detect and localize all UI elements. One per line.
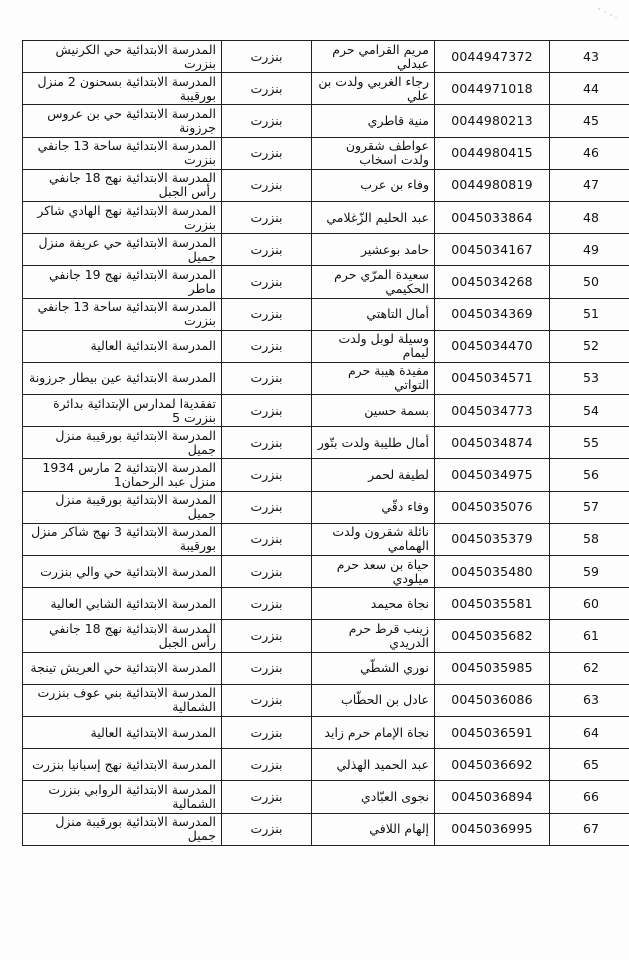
table-row — [23, 716, 629, 748]
name-cell: بسمة حسين — [312, 395, 435, 427]
id-number-cell: 0045036591 — [435, 716, 550, 748]
city-cell: بنزرت — [222, 523, 312, 555]
id-number-cell: 0045035379 — [435, 523, 550, 555]
id-number-cell: 0045034773 — [435, 395, 550, 427]
table-row — [23, 41, 629, 73]
row-number-cell: 55 — [550, 427, 629, 459]
id-number-cell: 0045036086 — [435, 684, 550, 716]
row-number-cell: 65 — [550, 749, 629, 781]
id-number-cell: 0045034470 — [435, 330, 550, 362]
row-number-cell: 45 — [550, 105, 629, 137]
table-row — [23, 491, 629, 523]
table-row — [23, 459, 629, 491]
row-number-cell: 60 — [550, 588, 629, 620]
city-cell: بنزرت — [222, 684, 312, 716]
table-row — [23, 427, 629, 459]
table-row — [23, 234, 629, 266]
table-row — [23, 362, 629, 394]
table-row — [23, 201, 629, 233]
id-number-cell: 0045036692 — [435, 749, 550, 781]
school-cell: المدرسة الابتدائية حي عريفة منزل جميل — [23, 234, 222, 266]
city-cell: بنزرت — [222, 652, 312, 684]
name-cell: لطيفة لحمر — [312, 459, 435, 491]
table-row — [23, 556, 629, 588]
id-number-cell: 0045035985 — [435, 652, 550, 684]
id-number-cell: 0045036995 — [435, 813, 550, 845]
school-cell: المدرسة الابتدائية ساحة 13 جانفي بنزرت — [23, 137, 222, 169]
city-cell: بنزرت — [222, 491, 312, 523]
school-cell: المدرسة الابتدائية نهج 18 جانفي رأس الجبل — [23, 169, 222, 201]
id-number-cell: 0045034369 — [435, 298, 550, 330]
name-cell: حامد بوعشير — [312, 234, 435, 266]
school-cell: المدرسة الابتدائية 2 مارس 1934 منزل عبد الرحمان1 — [23, 459, 222, 491]
city-cell: بنزرت — [222, 813, 312, 845]
school-cell: المدرسة الابتدائية حي والي بنزرت — [23, 556, 222, 588]
id-number-cell: 0044947372 — [435, 41, 550, 73]
name-cell: وفاء دقّي — [312, 491, 435, 523]
id-number-cell: 0045034975 — [435, 459, 550, 491]
table-row — [23, 523, 629, 555]
school-cell: المدرسة الابتدائية بورقيبة منزل جميل — [23, 491, 222, 523]
city-cell: بنزرت — [222, 105, 312, 137]
row-number-cell: 64 — [550, 716, 629, 748]
city-cell: بنزرت — [222, 137, 312, 169]
id-number-cell: 0044980213 — [435, 105, 550, 137]
school-cell: المدرسة الابتدائية نهج 19 جانفي ماطر — [23, 266, 222, 298]
school-cell: المدرسة الابتدائية الروابي بنزرت الشمالية — [23, 781, 222, 813]
name-cell: وسيلة لوبل ولدت ليمام — [312, 330, 435, 362]
id-number-cell: 0044980819 — [435, 169, 550, 201]
row-number-cell: 46 — [550, 137, 629, 169]
name-cell: زينب قرط حرم الدريدي — [312, 620, 435, 652]
school-cell: المدرسة الابتدائية نهج الهادي شاكر بنزرت — [23, 201, 222, 233]
row-number-cell: 61 — [550, 620, 629, 652]
table-row — [23, 620, 629, 652]
id-number-cell: 0045034167 — [435, 234, 550, 266]
city-cell: بنزرت — [222, 427, 312, 459]
row-number-cell: 52 — [550, 330, 629, 362]
row-number-cell: 50 — [550, 266, 629, 298]
name-cell: منية قاطري — [312, 105, 435, 137]
school-cell: المدرسة الابتدائية حي الكرنيش بنزرت — [23, 41, 222, 73]
city-cell: بنزرت — [222, 41, 312, 73]
city-cell: بنزرت — [222, 362, 312, 394]
city-cell: بنزرت — [222, 620, 312, 652]
city-cell: بنزرت — [222, 234, 312, 266]
id-number-cell: 0045035076 — [435, 491, 550, 523]
name-cell: مفيدة هيبة حرم التواتي — [312, 362, 435, 394]
city-cell: بنزرت — [222, 716, 312, 748]
table-row — [23, 137, 629, 169]
name-cell: أمال التاهتي — [312, 298, 435, 330]
row-number-cell: 53 — [550, 362, 629, 394]
name-cell: حياة بن سعد حرم ميلودي — [312, 556, 435, 588]
id-number-cell: 0045035581 — [435, 588, 550, 620]
table-row — [23, 684, 629, 716]
id-number-cell: 0045033864 — [435, 201, 550, 233]
city-cell: بنزرت — [222, 201, 312, 233]
id-number-cell: 0045034571 — [435, 362, 550, 394]
id-number-cell: 0045034268 — [435, 266, 550, 298]
table-row — [23, 588, 629, 620]
name-cell: نوري الشطّي — [312, 652, 435, 684]
table-row — [23, 266, 629, 298]
name-cell: وفاء بن عرب — [312, 169, 435, 201]
city-cell: بنزرت — [222, 781, 312, 813]
row-number-cell: 57 — [550, 491, 629, 523]
city-cell: بنزرت — [222, 169, 312, 201]
name-cell: نجاة الإمام حرم زايد — [312, 716, 435, 748]
name-cell: نائلة شقرون ولدت الهمامي — [312, 523, 435, 555]
table-row — [23, 330, 629, 362]
row-number-cell: 44 — [550, 73, 629, 105]
row-number-cell: 48 — [550, 201, 629, 233]
school-cell: المدرسة الابتدائية ساحة 13 جانفي بنزرت — [23, 298, 222, 330]
id-number-cell: 0045035480 — [435, 556, 550, 588]
school-cell: تفقديةا لمدارس الإبتدائية بدائرة بنزرت 5 — [23, 395, 222, 427]
row-number-cell: 66 — [550, 781, 629, 813]
school-cell: المدرسة الابتدائية حي بن عروس جرزونة — [23, 105, 222, 137]
row-number-cell: 58 — [550, 523, 629, 555]
city-cell: بنزرت — [222, 588, 312, 620]
school-cell: المدرسة الابتدائية نهج 18 جانفي رأس الجبل — [23, 620, 222, 652]
row-number-cell: 51 — [550, 298, 629, 330]
row-number-cell: 59 — [550, 556, 629, 588]
city-cell: بنزرت — [222, 266, 312, 298]
school-cell: المدرسة الابتدائية حي العريش تينجة — [23, 652, 222, 684]
id-number-cell: 0045036894 — [435, 781, 550, 813]
table-row — [23, 105, 629, 137]
name-cell: عادل بن الحطّاب — [312, 684, 435, 716]
name-cell: عبد الحليم الزّغلامي — [312, 201, 435, 233]
table-row — [23, 395, 629, 427]
school-cell: المدرسة الابتدائية العالية — [23, 716, 222, 748]
school-cell: المدرسة الابتدائية العالية — [23, 330, 222, 362]
id-number-cell: 0045035682 — [435, 620, 550, 652]
scan-speck-mark — [595, 6, 619, 20]
table-row — [23, 169, 629, 201]
school-cell: المدرسة الابتدائية الشابي العالية — [23, 588, 222, 620]
row-number-cell: 62 — [550, 652, 629, 684]
name-cell: عبد الحميد الهذلي — [312, 749, 435, 781]
table-row — [23, 73, 629, 105]
city-cell: بنزرت — [222, 73, 312, 105]
name-cell: مريم القرامي حرم عبدلي — [312, 41, 435, 73]
id-number-cell: 0044971018 — [435, 73, 550, 105]
name-cell: عواطف شقرون ولدت اسخاب — [312, 137, 435, 169]
row-number-cell: 43 — [550, 41, 629, 73]
name-cell: رجاء الغربي ولدت بن علي — [312, 73, 435, 105]
school-cell: المدرسة الابتدائية بورقيبة منزل جميل — [23, 813, 222, 845]
name-cell: نجاة محيمد — [312, 588, 435, 620]
school-cell: المدرسة الابتدائية بني عوف بنزرت الشمالية — [23, 684, 222, 716]
city-cell: بنزرت — [222, 749, 312, 781]
table-row — [23, 813, 629, 845]
name-cell: أمال طليبة ولدت بتّور — [312, 427, 435, 459]
roster-body — [23, 41, 629, 846]
table-row — [23, 781, 629, 813]
school-cell: المدرسة الابتدائية 3 نهج شاكر منزل بورقيبة — [23, 523, 222, 555]
row-number-cell: 49 — [550, 234, 629, 266]
row-number-cell: 63 — [550, 684, 629, 716]
school-cell: المدرسة الابتدائية بسحنون 2 منزل بورقيبة — [23, 73, 222, 105]
row-number-cell: 54 — [550, 395, 629, 427]
id-number-cell: 0045034874 — [435, 427, 550, 459]
city-cell: بنزرت — [222, 556, 312, 588]
row-number-cell: 67 — [550, 813, 629, 845]
staff-roster-table — [22, 40, 629, 846]
id-number-cell: 0044980415 — [435, 137, 550, 169]
school-cell: المدرسة الابتدائية عين بيطار جرزونة — [23, 362, 222, 394]
name-cell: نجوى العبّادي — [312, 781, 435, 813]
school-cell: المدرسة الابتدائية نهج إسبانيا بنزرت — [23, 749, 222, 781]
city-cell: بنزرت — [222, 330, 312, 362]
city-cell: بنزرت — [222, 298, 312, 330]
name-cell: إلهام اللافي — [312, 813, 435, 845]
city-cell: بنزرت — [222, 395, 312, 427]
school-cell: المدرسة الابتدائية بورقيبة منزل جميل — [23, 427, 222, 459]
row-number-cell: 47 — [550, 169, 629, 201]
table-row — [23, 749, 629, 781]
row-number-cell: 56 — [550, 459, 629, 491]
city-cell: بنزرت — [222, 459, 312, 491]
name-cell: سعيدة المرّي حرم الحكيمي — [312, 266, 435, 298]
table-row — [23, 298, 629, 330]
table-row — [23, 652, 629, 684]
